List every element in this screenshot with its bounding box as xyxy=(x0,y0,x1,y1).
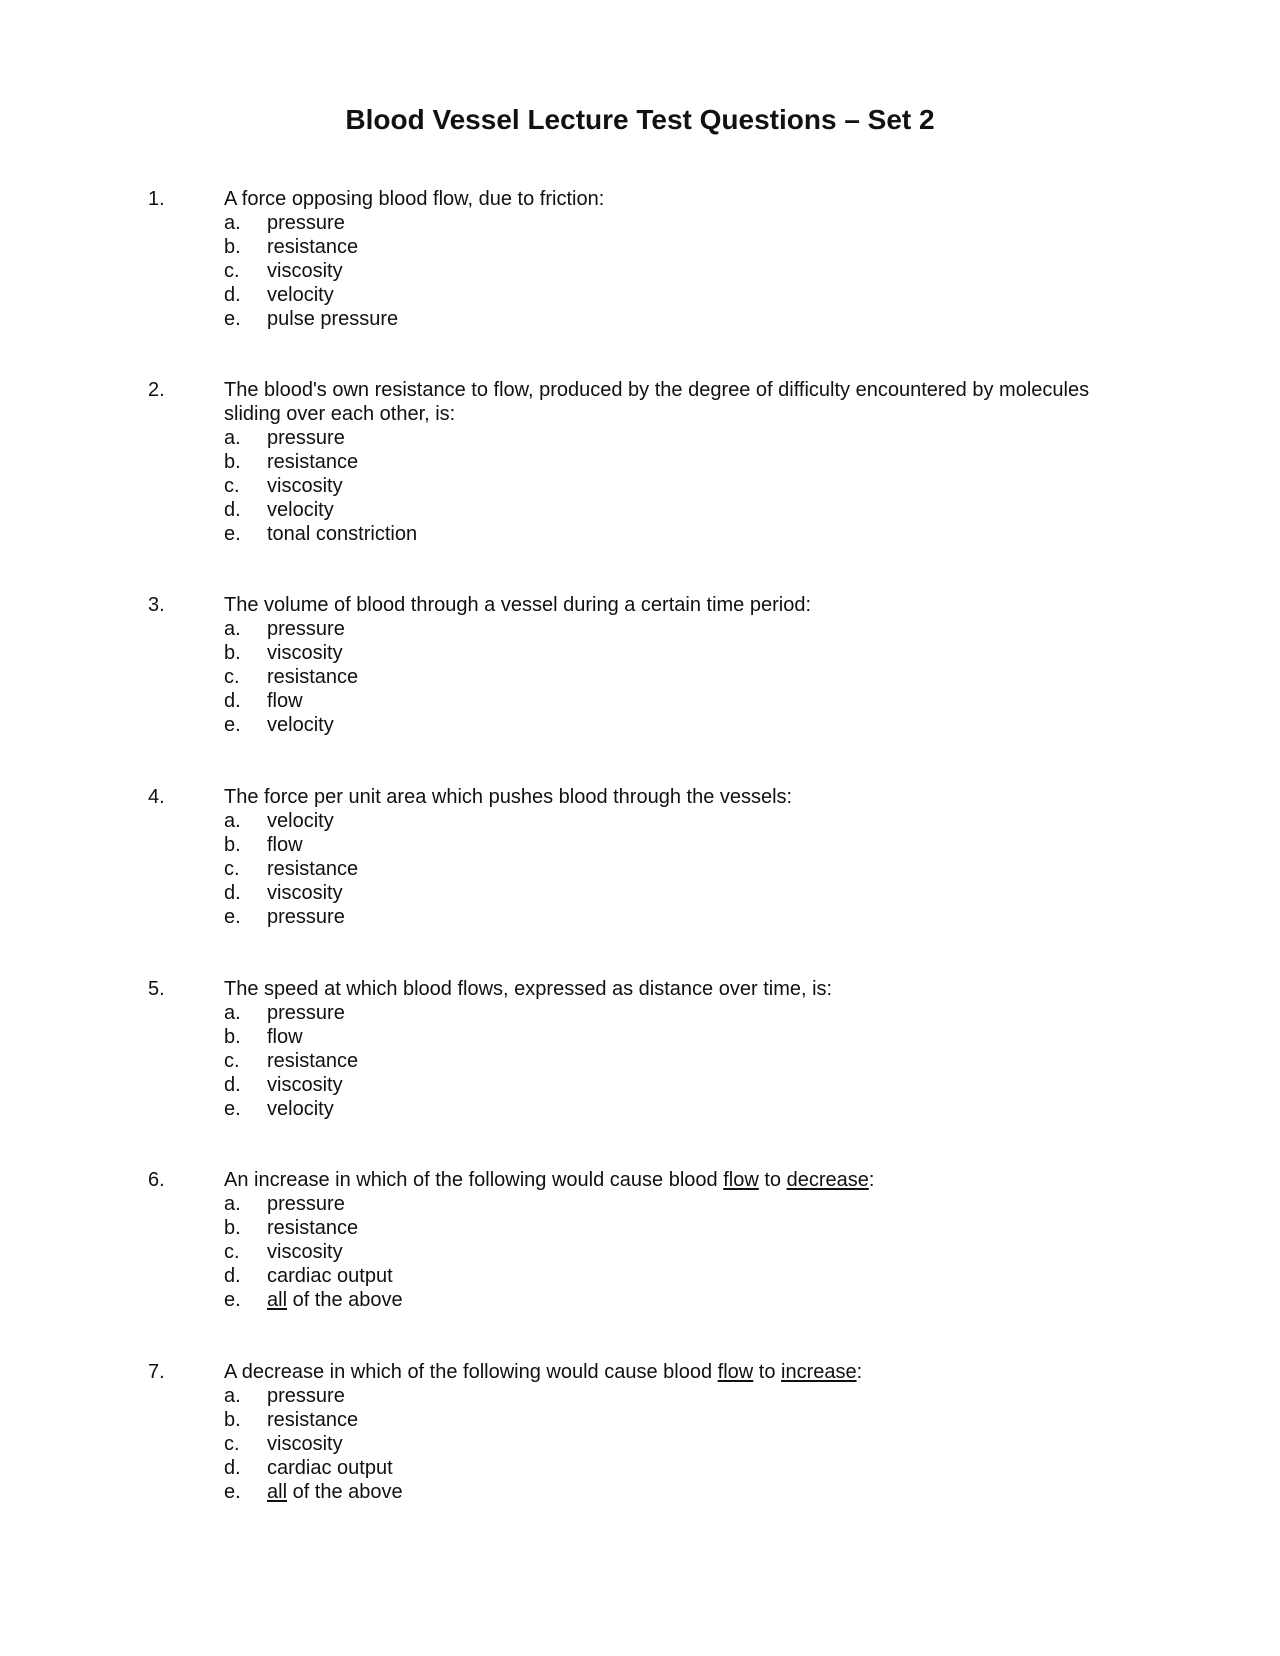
option-letter: d. xyxy=(224,1265,241,1287)
option-text-rest: of the above xyxy=(287,1289,403,1311)
answer-option-c xyxy=(0,259,1280,283)
option-text: velocity xyxy=(267,284,334,306)
option-text: flow xyxy=(267,690,303,712)
option-text: velocity xyxy=(267,810,334,832)
option-text: pressure xyxy=(267,1002,345,1024)
answer-option-e xyxy=(0,307,1280,331)
answer-option-c xyxy=(0,474,1280,498)
answer-option-d xyxy=(0,1456,1280,1480)
question-4 xyxy=(0,785,1280,929)
question-text-start: An increase in which of the following would cause blood xyxy=(224,1169,724,1191)
answer-option-b xyxy=(0,235,1280,259)
question-number: 3. xyxy=(148,594,165,616)
underlined-word: flow xyxy=(723,1169,759,1191)
answer-option-b xyxy=(0,1408,1280,1432)
underlined-word: increase xyxy=(781,1361,857,1383)
option-text: tonal constriction xyxy=(267,523,418,545)
question-6 xyxy=(0,1168,1280,1312)
page-title: Blood Vessel Lecture Test Questions – Set 2 xyxy=(345,104,935,135)
answer-option-a xyxy=(0,426,1280,450)
option-letter: c. xyxy=(224,475,240,497)
answer-option-c xyxy=(0,1049,1280,1073)
option-letter: a. xyxy=(224,618,241,640)
option-text: viscosity xyxy=(267,642,343,664)
option-text-rest: of the above xyxy=(287,1481,403,1503)
option-letter: d. xyxy=(224,882,241,904)
option-letter: b. xyxy=(224,642,241,664)
underlined-word: all xyxy=(267,1289,288,1311)
question-text: The speed at which blood flows, expressed as distance over time, is: xyxy=(224,978,833,1000)
option-text: flow xyxy=(267,834,303,856)
answer-option-b xyxy=(0,1025,1280,1049)
answer-option-b xyxy=(0,450,1280,474)
answer-option-e xyxy=(0,905,1280,929)
answer-option-b xyxy=(0,1216,1280,1240)
question-text: The volume of blood through a vessel during a certain time period: xyxy=(224,594,812,616)
option-letter: e. xyxy=(224,523,241,545)
option-letter: e. xyxy=(224,1289,241,1311)
answer-options xyxy=(0,1001,1280,1121)
option-letter: b. xyxy=(224,1217,241,1239)
question-number: 5. xyxy=(148,978,165,1000)
option-text: pressure xyxy=(267,1193,345,1215)
question-text-end: : xyxy=(856,1361,863,1383)
option-text: viscosity xyxy=(267,1074,343,1096)
option-text: velocity xyxy=(267,1098,334,1120)
answer-option-d xyxy=(0,689,1280,713)
option-letter: b. xyxy=(224,834,241,856)
option-text: pressure xyxy=(267,618,345,640)
question-number: 1. xyxy=(148,188,165,210)
answer-option-b xyxy=(0,641,1280,665)
answer-option-c xyxy=(0,665,1280,689)
answer-option-e xyxy=(0,522,1280,546)
option-letter: e. xyxy=(224,714,241,736)
answer-option-e xyxy=(0,1288,1280,1312)
option-letter: a. xyxy=(224,1385,241,1407)
answer-options xyxy=(0,809,1280,929)
option-text: viscosity xyxy=(267,882,343,904)
option-letter: d. xyxy=(224,1074,241,1096)
question-text-end: : xyxy=(868,1169,875,1191)
answer-option-a xyxy=(0,1001,1280,1025)
answer-options xyxy=(0,1192,1280,1312)
option-text: resistance xyxy=(267,1050,359,1072)
question-1 xyxy=(0,187,1280,331)
option-text: pressure xyxy=(267,906,345,928)
question-number: 2. xyxy=(148,379,165,401)
answer-option-d xyxy=(0,498,1280,522)
answer-option-c xyxy=(0,857,1280,881)
answer-option-c xyxy=(0,1432,1280,1456)
answer-options xyxy=(0,617,1280,737)
answer-option-d xyxy=(0,283,1280,307)
option-letter: d. xyxy=(224,284,241,306)
question-2 xyxy=(0,378,1280,546)
option-letter: b. xyxy=(224,1026,241,1048)
option-text: viscosity xyxy=(267,475,343,497)
option-text: cardiac output xyxy=(267,1457,393,1479)
option-letter: a. xyxy=(224,427,241,449)
question-3 xyxy=(0,593,1280,737)
answer-option-a xyxy=(0,1192,1280,1216)
answer-option-c xyxy=(0,1240,1280,1264)
option-letter: c. xyxy=(224,666,240,688)
answer-option-e xyxy=(0,1097,1280,1121)
option-text: viscosity xyxy=(267,260,343,282)
question-text xyxy=(224,1168,1144,1192)
option-text: pressure xyxy=(267,212,345,234)
option-text: pressure xyxy=(267,1385,345,1407)
option-text: velocity xyxy=(267,714,334,736)
option-text: pressure xyxy=(267,427,345,449)
option-letter: c. xyxy=(224,1433,240,1455)
option-text: viscosity xyxy=(267,1433,343,1455)
question-text: A force opposing blood flow, due to friction: xyxy=(224,188,605,210)
option-letter: e. xyxy=(224,1481,241,1503)
option-letter: d. xyxy=(224,499,241,521)
answer-options xyxy=(0,211,1280,331)
question-text: The blood's own resistance to flow, produced by the degree of difficulty encountered by molecules sliding over each other, is: xyxy=(224,379,1090,425)
option-text: cardiac output xyxy=(267,1265,393,1287)
question-number: 4. xyxy=(148,786,165,808)
option-text: resistance xyxy=(267,236,359,258)
question-text-middle: to xyxy=(753,1361,782,1383)
answer-options xyxy=(0,1384,1280,1504)
answer-option-a xyxy=(0,809,1280,833)
question-text: The force per unit area which pushes blood through the vessels: xyxy=(224,786,793,808)
option-text: resistance xyxy=(267,451,359,473)
answer-option-d xyxy=(0,881,1280,905)
question-7 xyxy=(0,1360,1280,1504)
question-5 xyxy=(0,977,1280,1121)
option-letter: b. xyxy=(224,1409,241,1431)
answer-option-e xyxy=(0,1480,1280,1504)
question-number: 6. xyxy=(148,1169,165,1191)
answer-option-a xyxy=(0,211,1280,235)
option-text: resistance xyxy=(267,858,359,880)
question-number: 7. xyxy=(148,1361,165,1383)
option-text: resistance xyxy=(267,666,359,688)
option-text: resistance xyxy=(267,1409,359,1431)
option-letter: a. xyxy=(224,1193,241,1215)
underlined-word: flow xyxy=(717,1361,754,1383)
underlined-word: all xyxy=(267,1481,288,1503)
option-letter: c. xyxy=(224,260,240,282)
option-text: velocity xyxy=(267,499,334,521)
option-letter: e. xyxy=(224,1098,241,1120)
underlined-word: decrease xyxy=(786,1169,869,1191)
option-text: resistance xyxy=(267,1217,359,1239)
option-text xyxy=(267,1480,403,1504)
option-letter: a. xyxy=(224,212,241,234)
answer-option-b xyxy=(0,833,1280,857)
option-letter: d. xyxy=(224,690,241,712)
answer-option-e xyxy=(0,713,1280,737)
option-text: viscosity xyxy=(267,1241,343,1263)
answer-option-a xyxy=(0,1384,1280,1408)
option-letter: b. xyxy=(224,451,241,473)
option-letter: e. xyxy=(224,906,241,928)
option-letter: a. xyxy=(224,810,241,832)
question-text xyxy=(224,1360,1144,1384)
answer-option-d xyxy=(0,1073,1280,1097)
option-letter: b. xyxy=(224,236,241,258)
answer-option-a xyxy=(0,617,1280,641)
question-text-middle: to xyxy=(758,1169,787,1191)
option-letter: d. xyxy=(224,1457,241,1479)
answer-option-d xyxy=(0,1264,1280,1288)
option-text xyxy=(267,1288,403,1312)
option-letter: a. xyxy=(224,1002,241,1024)
option-letter: c. xyxy=(224,1241,240,1263)
question-text-start: A decrease in which of the following would cause blood xyxy=(224,1361,718,1383)
option-letter: c. xyxy=(224,1050,240,1072)
option-letter: e. xyxy=(224,308,241,330)
option-text: pulse pressure xyxy=(267,308,399,330)
option-text: flow xyxy=(267,1026,303,1048)
option-letter: c. xyxy=(224,858,240,880)
answer-options xyxy=(0,426,1280,546)
